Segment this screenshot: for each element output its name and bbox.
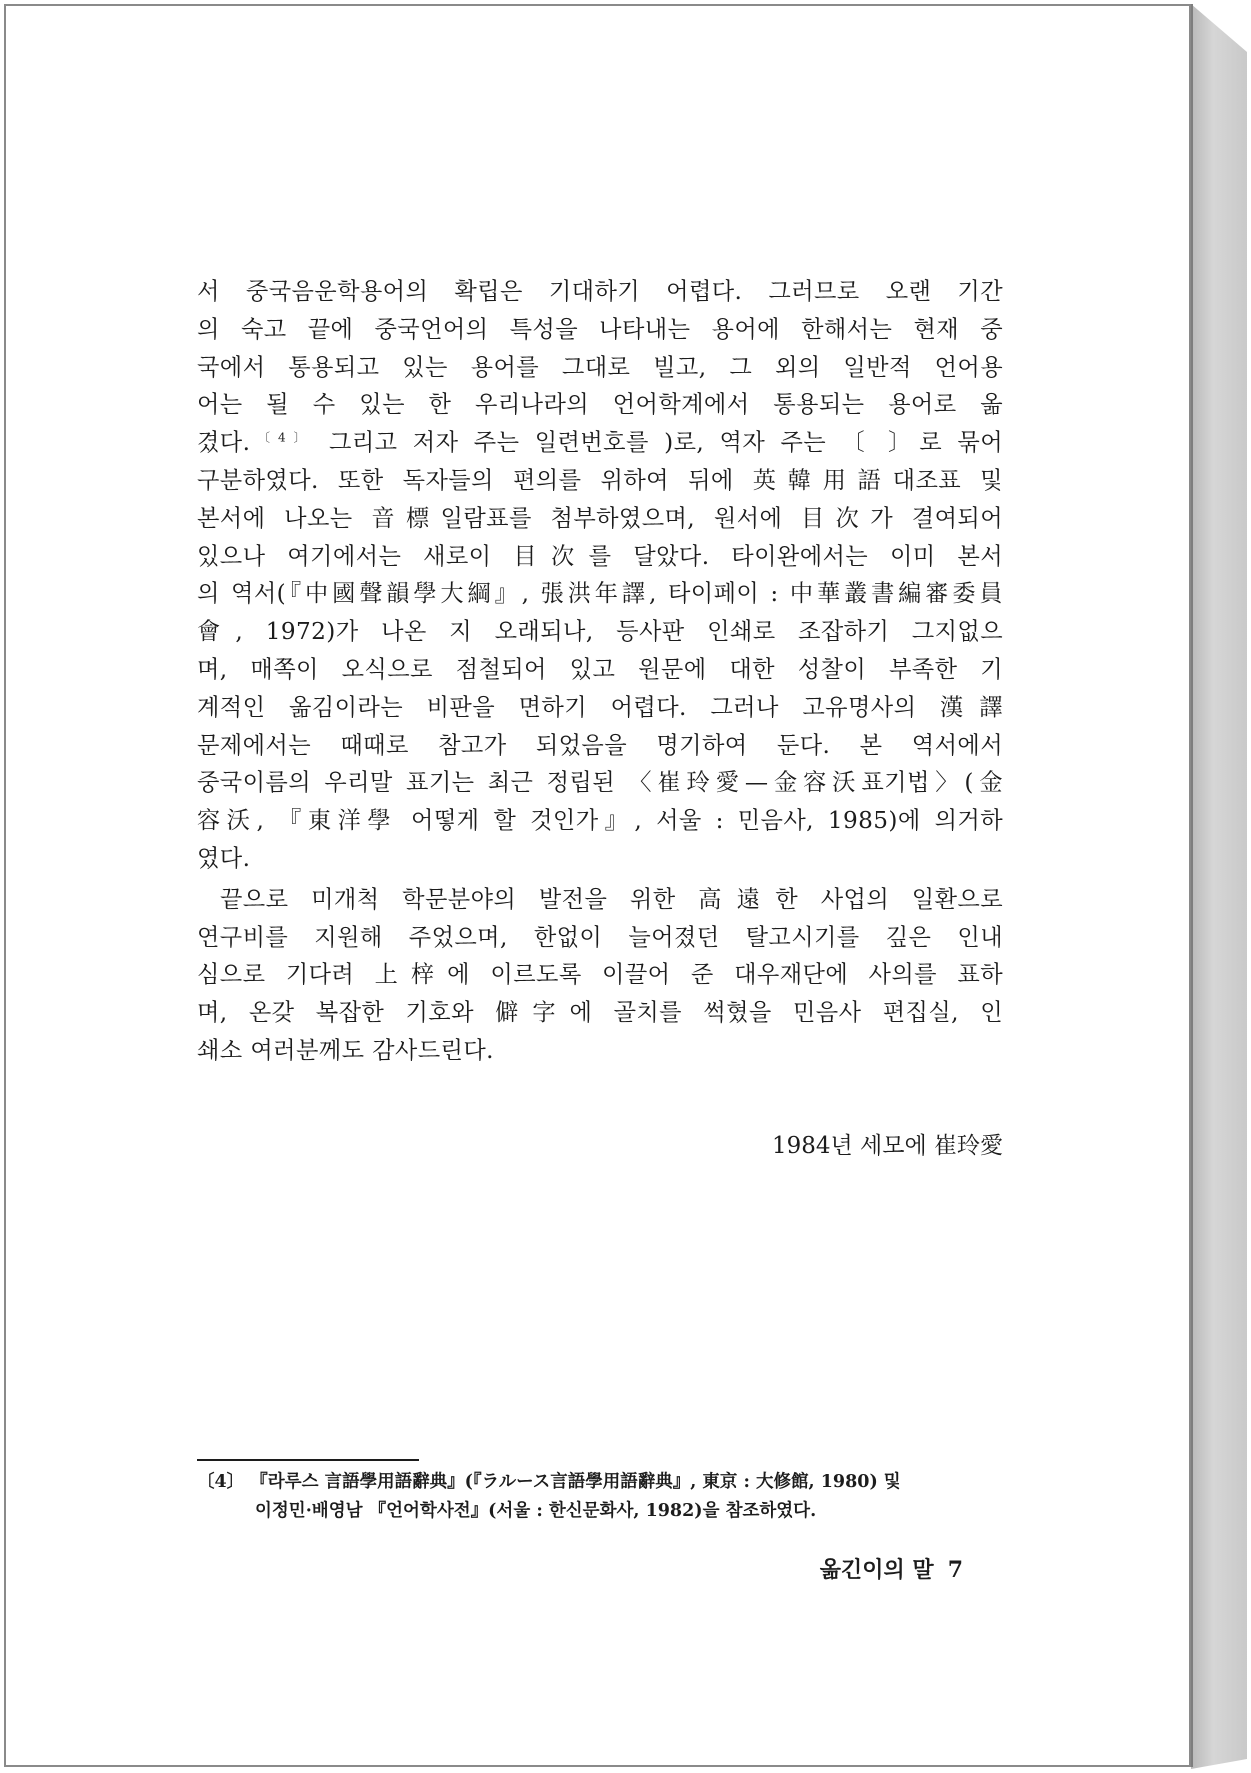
- signature-name: 崔玲愛: [934, 1133, 1003, 1159]
- text-line: 구분하였다. 또한 독자들의 편의를 위하여 뒤에 英韓用語대조표 및: [197, 466, 1003, 494]
- footnote-4: [197, 1468, 1003, 1526]
- text-line: 문제에서는 때때로 참고가 되었음을 명기하여 둔다. 본 역서에서: [197, 731, 1003, 759]
- footnote-line: [197, 1468, 1003, 1497]
- text-line-with-note: [197, 424, 1003, 462]
- paragraph-1: [197, 273, 1003, 878]
- text-line: 며, 매쪽이 오식으로 점철되어 있고 원문에 대한 성찰이 부족한 기: [197, 655, 1003, 683]
- page-edge-divider: [1191, 4, 1193, 1767]
- text-line: 연구비를 지원해 주었으며, 한없이 늘어졌던 탈고시기를 깊은 인내: [197, 923, 1003, 951]
- text-line: 며, 온갖 복잡한 기호와 僻字에 골치를 썩혔을 민음사 편집실, 인: [197, 999, 1003, 1027]
- page-edge-shadow: [1191, 4, 1247, 1769]
- footnote-label: 〔4〕: [197, 1472, 245, 1492]
- text-line: 있으나 여기에서는 새로이 目次를 달았다. 타이완에서는 이미 본서: [197, 542, 1003, 570]
- text-line: 중국이름의 우리말 표기는 최근 정립된 〈崔玲愛—金容沃표기법〉(金: [197, 769, 1003, 797]
- footnote-divider: [197, 1459, 419, 1461]
- text-line: 容沃, 『東洋學 어떻게 할 것인가』, 서울 : 민음사, 1985)에 의거하: [197, 807, 1003, 835]
- text-line: 심으로 기다려 上梓에 이르도록 이끌어 준 대우재단에 사의를 표하: [197, 961, 1003, 989]
- text-line: 끝으로 미개척 학문분야의 발전을 위한 高遠한 사업의 일환으로: [220, 885, 1003, 913]
- text-line: 였다.: [197, 844, 251, 872]
- text-line: 쇄소 여러분께도 감사드린다.: [197, 1036, 494, 1064]
- text-line: 본서에 나오는 音標일람표를 첨부하였으며, 원서에 目次가 결여되어: [197, 504, 1003, 532]
- footnote-reference: 〔4〕: [250, 430, 314, 445]
- text-line: 국에서 통용되고 있는 용어를 그대로 빌고, 그 외의 일반적 언어용: [197, 353, 1003, 381]
- signature-date: 1984년 세모에: [771, 1133, 927, 1159]
- text-line: 의 숙고 끝에 중국언어의 특성을 나타내는 용어에 한해서는 현재 중: [197, 315, 1003, 343]
- paragraph-2: [197, 881, 1003, 1070]
- running-footer: [700, 1553, 963, 1584]
- text-line: 계적인 옮김이라는 비판을 면하기 어렵다. 그러나 고유명사의 漢譯: [197, 693, 1003, 721]
- text-line: 어는 될 수 있는 한 우리나라의 언어학계에서 통용되는 용어로 옮: [197, 391, 1003, 419]
- text-line: 의 역서(『中國聲韻學大綱』, 張洪年譯, 타이페이 : 中華叢書編審委員: [197, 580, 1003, 608]
- text-fragment: 그리고 저자 주는 일련번호를 )로, 역자 주는 〔 〕로 묶어: [329, 429, 1003, 457]
- footnote-text: 『라루스 言語學用語辭典』(『ラルース言語學用語辭典』, 東京 : 大修館, 1980) 및: [250, 1472, 901, 1492]
- text-line: 서 중국음운학용어의 확립은 기대하기 어렵다. 그러므로 오랜 기간: [197, 278, 1003, 305]
- text-line: 會, 1972)가 나온 지 오래되나, 등사판 인쇄로 조잡하기 그지없으: [197, 618, 1003, 646]
- footnote-line: 이정민·배영남 『언어학사전』(서울 : 한신문화사, 1982)을 참조하였다.: [255, 1501, 817, 1521]
- translator-signature: [600, 1127, 1003, 1160]
- page-number: 7: [947, 1557, 963, 1583]
- text-fragment: 겼다.: [197, 429, 251, 457]
- body-text: [197, 273, 1003, 1070]
- section-title: 옮긴이의 말: [819, 1557, 934, 1583]
